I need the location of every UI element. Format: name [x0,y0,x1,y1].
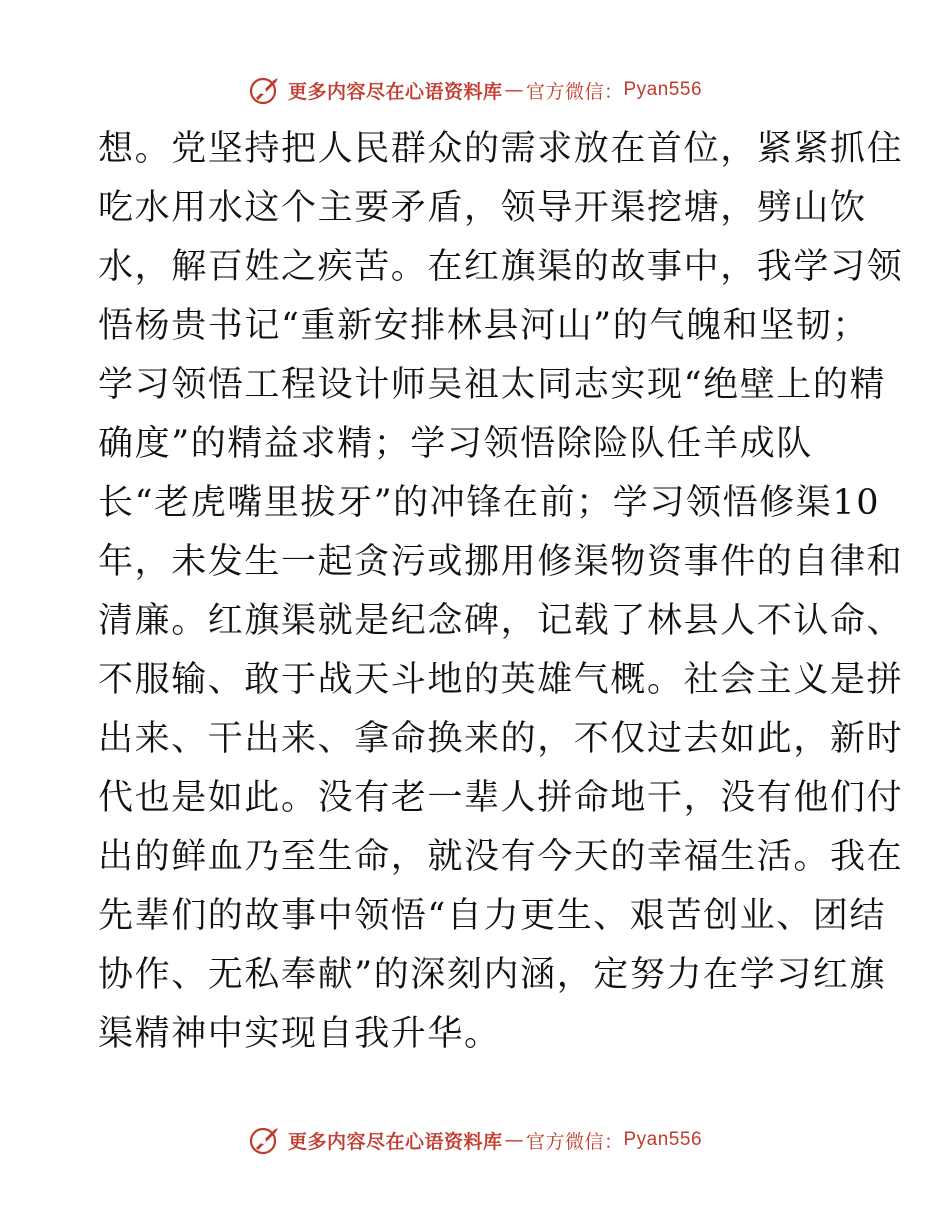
quill-pen-logo-icon [248,74,284,106]
watermark-wechat-id: Pyan556 [623,79,703,100]
body-line: 清廉。红旗渠就是纪念碑，记载了林县人不认命、 [98,601,904,641]
body-line: 悟杨贵书记“重新安排林县河山”的气魄和坚韧； [98,306,869,346]
footer-watermark [0,1124,950,1156]
body-line: 年，未发生一起贪污或挪用修渠物资事件的自律和 [98,542,904,582]
header-watermark [0,74,950,106]
body-line: 协作、无私奉献”的深刻内涵，定努力在学习红旗 [98,955,887,995]
watermark-wechat-label: 官方微信： [525,1130,624,1153]
body-line: 渠精神中实现自我升华。 [98,1014,501,1054]
body-line: 确度”的精益求精；学习领悟除险队任羊成队 [98,424,813,464]
body-line: 先辈们的故事中领悟“自力更生、艰苦创业、团结 [98,896,887,936]
watermark-title: 更多内容尽在心语资料库 [287,1130,503,1153]
body-line: 吃水用水这个主要矛盾，领导开渠挖塘，劈山饮 [98,188,867,228]
body-line: 出的鲜血乃至生命，就没有今天的幸福生活。我在 [98,837,904,877]
quill-pen-logo-icon [248,1124,284,1156]
body-line: 学习领悟工程设计师吴祖太同志实现“绝壁上的精 [98,365,887,405]
watermark-wechat-label: 官方微信： [525,80,624,103]
watermark-title: 更多内容尽在心语资料库 [287,80,503,103]
body-line: 水，解百姓之疾苦。在红旗渠的故事中，我学习领 [98,247,904,287]
body-line: 出来、干出来、拿命换来的，不仅过去如此，新时 [98,719,904,759]
watermark-separator: — [504,1129,524,1151]
watermark-separator: — [504,79,524,101]
body-line: 长“老虎嘴里拔牙”的冲锋在前；学习领悟修渠10 [98,483,881,523]
body-line: 代也是如此。没有老一辈人拼命地干，没有他们付 [98,778,904,818]
document-body [98,120,904,1064]
watermark-wechat-id: Pyan556 [623,1129,703,1150]
body-line: 不服输、敢于战天斗地的英雄气概。社会主义是拼 [98,660,904,700]
body-line: 想。党坚持把人民群众的需求放在首位，紧紧抓住 [98,129,904,169]
